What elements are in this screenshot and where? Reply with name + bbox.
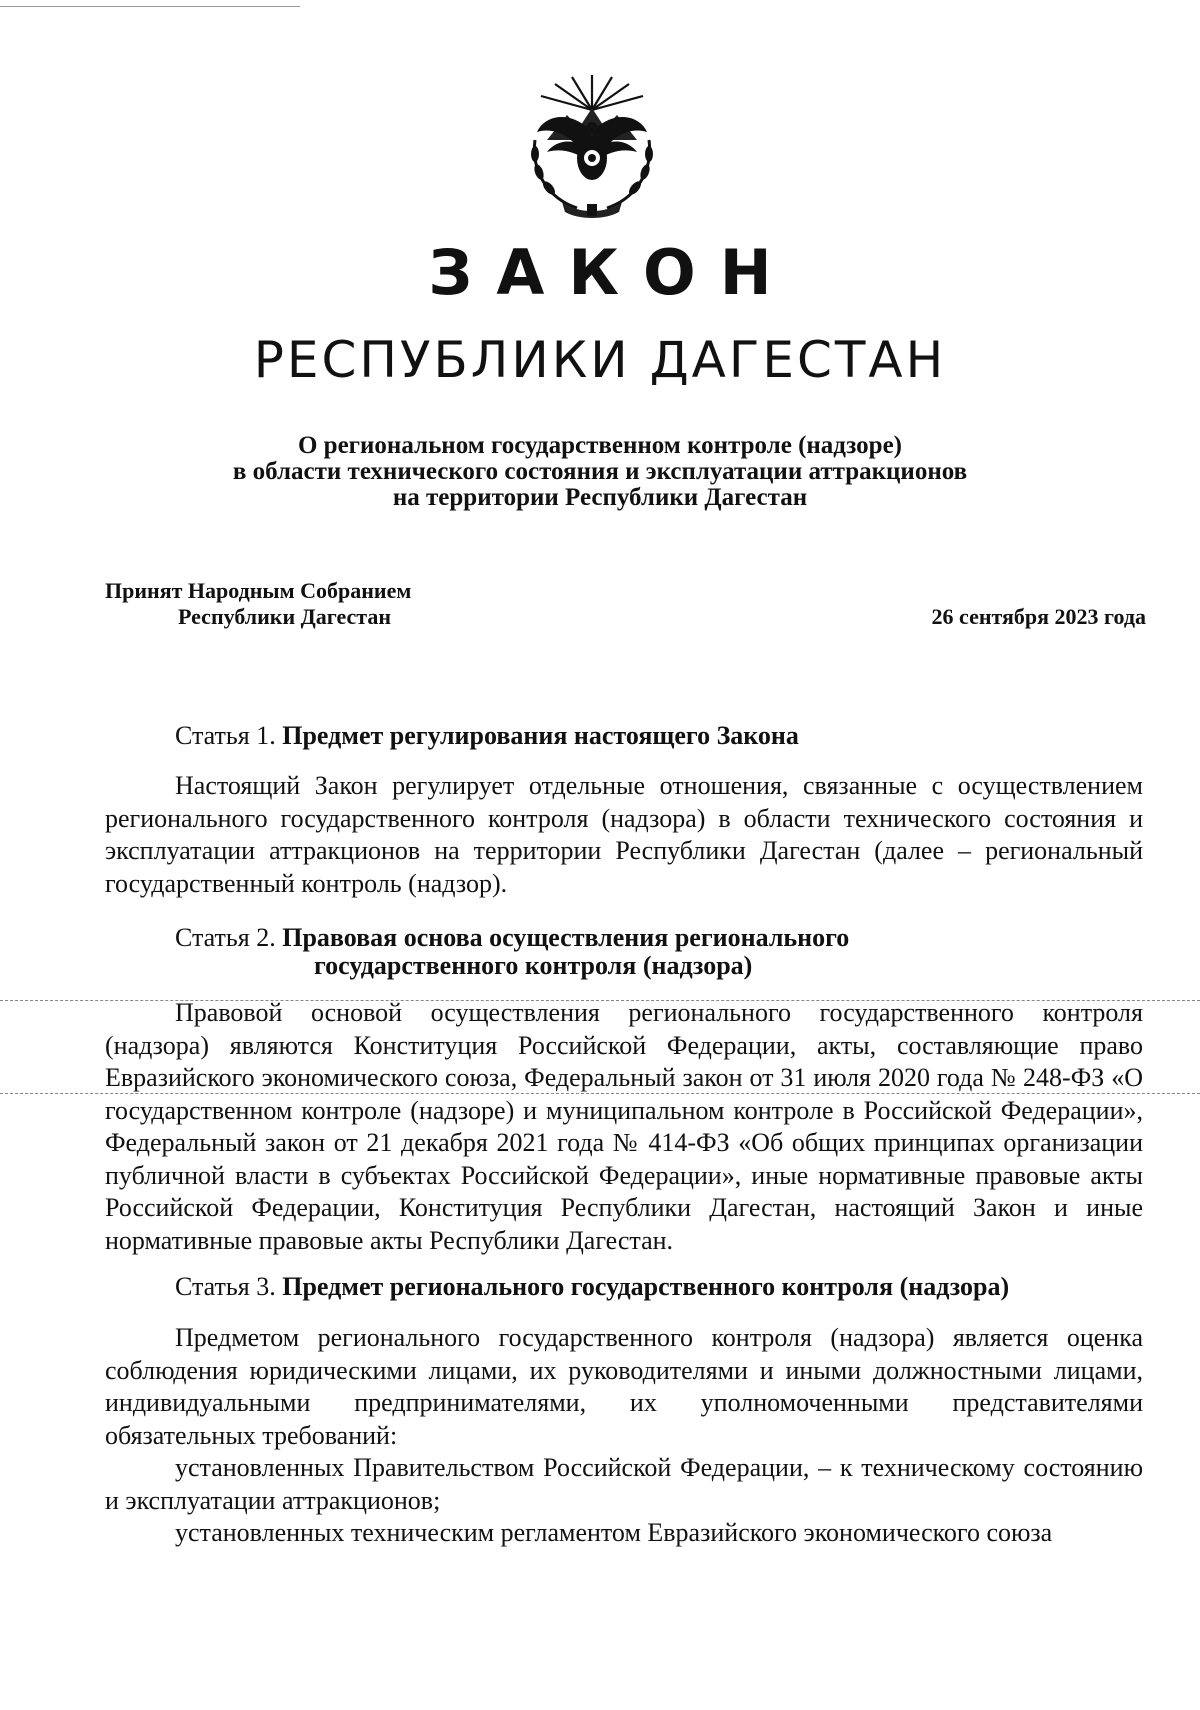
article-body: [105, 1322, 1143, 1550]
dagestan-coat-of-arms-icon: [517, 70, 667, 220]
article-number: Статья 2.: [175, 923, 276, 952]
article-number: Статья 1.: [175, 721, 276, 750]
adoption-line: Принят Народным Собранием: [105, 578, 412, 603]
article-paragraph: Правовой основой осуществления регионального государственного контроля (надзора) являются Конституция Российской Федерации, акты, составляющие право Евразийского экономического союза, Федеральный закон от 31 июля 2020 года № 248-ФЗ «О государственном контроле (надзоре) и муниципальном контроле в Российской Федерации», Федеральный закон от 21 декабря 2021 года № 414-ФЗ «Об общих принципах организации публичной власти в субъектах Российской Федерации», иные нормативные правовые акты Российской Федерации, Конституция Республики Дагестан, настоящий Закон и иные нормативные правовые акты Республики Дагестан.: [105, 998, 1143, 1255]
article-paragraph: Настоящий Закон регулирует отдельные отношения, связанные с осуществлением регионального государственного контроля (надзора) в области технического состояния и эксплуатации аттракционов на территории Республики Дагестан (далее – региональный государственный контроль (надзор).: [105, 771, 1143, 898]
law-subject-line: О региональном государственном контроле (надзоре): [297, 432, 902, 459]
adoption-date: 26 сентября 2023 года: [931, 604, 1146, 629]
adoption-line: Республики Дагестан: [178, 604, 392, 629]
article-title: Предмет регионального государственного контроля (надзора): [282, 1272, 1010, 1301]
law-subject: [0, 433, 1200, 511]
article-body: [105, 770, 1143, 900]
law-subject-line: в области технического состояния и эксплуатации аттракционов: [232, 458, 968, 485]
law-subtitle: РЕСПУБЛИКИ ДАГЕСТАН: [253, 331, 947, 389]
law-subject-line: на территории Республики Дагестан: [392, 484, 808, 511]
article-heading: [175, 924, 849, 980]
article-paragraph: Предметом регионального государственного контроля (надзора) является оценка соблюдения юридическими лицами, их руководителями и иными должностными лицами, индивидуальными предпринимателями, их уполномоченными представителями обязательных требований:: [105, 1323, 1143, 1450]
article-heading: [175, 722, 799, 750]
scan-artifact-line: [0, 6, 300, 7]
article-heading: [175, 1273, 1009, 1301]
article-body: [105, 997, 1143, 1257]
article-title: Правовая основа осуществления регионального: [282, 923, 850, 952]
article-paragraph: установленных Правительством Российской Федерации, – к техническому состоянию и эксплуатации аттракционов;: [105, 1453, 1143, 1515]
article-title-continuation: государственного контроля (надзора): [314, 951, 753, 980]
article-title: Предмет регулирования настоящего Закона: [282, 721, 799, 750]
law-title: ЗАКОН: [428, 236, 796, 309]
article-paragraph: установленных техническим регламентом Евразийского экономического союза: [175, 1518, 1053, 1547]
adoption-info: [105, 578, 411, 630]
article-number: Статья 3.: [175, 1272, 276, 1301]
